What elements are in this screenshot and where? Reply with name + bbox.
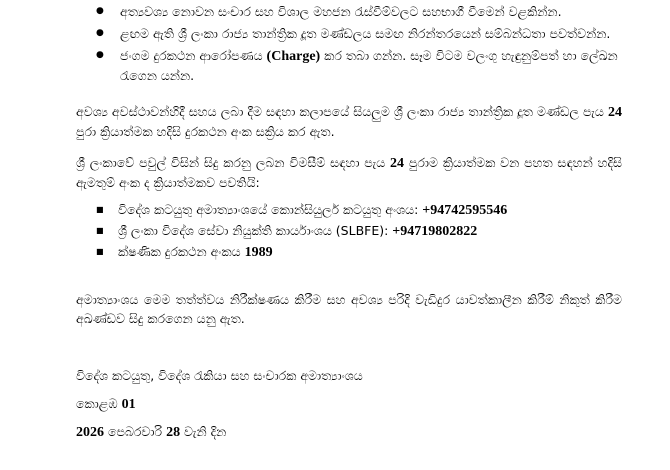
monitoring-paragraph: අමාත්‍යාංශය මෙම තත්ත්වය නිරීක්ෂණය කිරීම සහ අවශ්‍ය පරිදි වැඩිදුර යාවත්කාලීන කිරීම් නිකුත් කිරීම අඛණ්ඩව සිදු කරගෙන යනු ඇත.	[76, 292, 622, 326]
contact-item: ■ ක්ෂණික දුරකථන අංකය 1989	[96, 242, 616, 262]
phone-number[interactable]: 1989	[244, 245, 273, 260]
advice-bullet-list	[96, 2, 624, 88]
phone-number[interactable]: +94719802822	[392, 224, 478, 239]
phone-number[interactable]: +94742595546	[422, 203, 508, 218]
contact-number-list	[96, 200, 616, 263]
ministry-signature: විදේශ කටයුතු, විදේශ රැකියා සහ සංචාරක අමාත්‍යාංශය	[76, 368, 363, 383]
issue-date: 2026 පෙබරවාරි 28 වැනි දින	[76, 424, 227, 440]
contact-item: ■ ශ්‍රී ලංකා විදේශ සේවා නියුක්ති කාර්යාංශය (SLBFE): +94719802822	[96, 221, 616, 241]
family-inquiry-paragraph: ශ්‍රී ලංකාවේ පවුල් විසින් සිදු කරනු ලබන විමසීම් සඳහා පැය 24 පුරාම ක්‍රියාත්මක වන පහත සඳහන් හදිසි ඇමතුම් අංක ද ක්‍රියාත්මකව පවතියි:	[76, 155, 622, 190]
advice-bullet-item: ● ජංගම දුරකථන ආරෝපණය (Charge) කර තබා ගන්න. සෑම විටම වලංගු හැඳුනුම්පත් හා ලේඛන රැගෙන යන්න.	[96, 46, 624, 85]
hotline-paragraph: අවශ්‍ය අවස්ථාවන්හිදී සහය ලබා දීම සඳහා කලාපයේ සියලුම ශ්‍රී ලංකා රාජ්‍ය තාන්ත්‍රික දූත මණ්ඩල පැය 24 පුරා ක්‍රියාත්මක හදිසි දුරකථන අංක සක්‍රිය කර ඇත.	[76, 104, 622, 139]
contact-item: ■ විදේශ කටයුතු අමාත්‍යාංශයේ කොන්සියුලර් කටයුතු අංශය: +94742595546	[96, 200, 616, 220]
advice-bullet-item: ● අත්‍යවශ්‍ය නොවන සංචාර සහ විශාල මහජන රැස්වීම්වලට සහභාගී වීමෙන් වළකින්න.	[96, 2, 624, 21]
advice-bullet-item: ● ළඟම ඇති ශ්‍රී ලංකා රාජ්‍ය තාන්ත්‍රික දූත මණ්ඩලය සමඟ නිරන්තරයෙන් සම්බන්ධතා පවත්වන්න.	[96, 24, 624, 43]
issue-city: කොළඹ 01	[76, 396, 136, 412]
